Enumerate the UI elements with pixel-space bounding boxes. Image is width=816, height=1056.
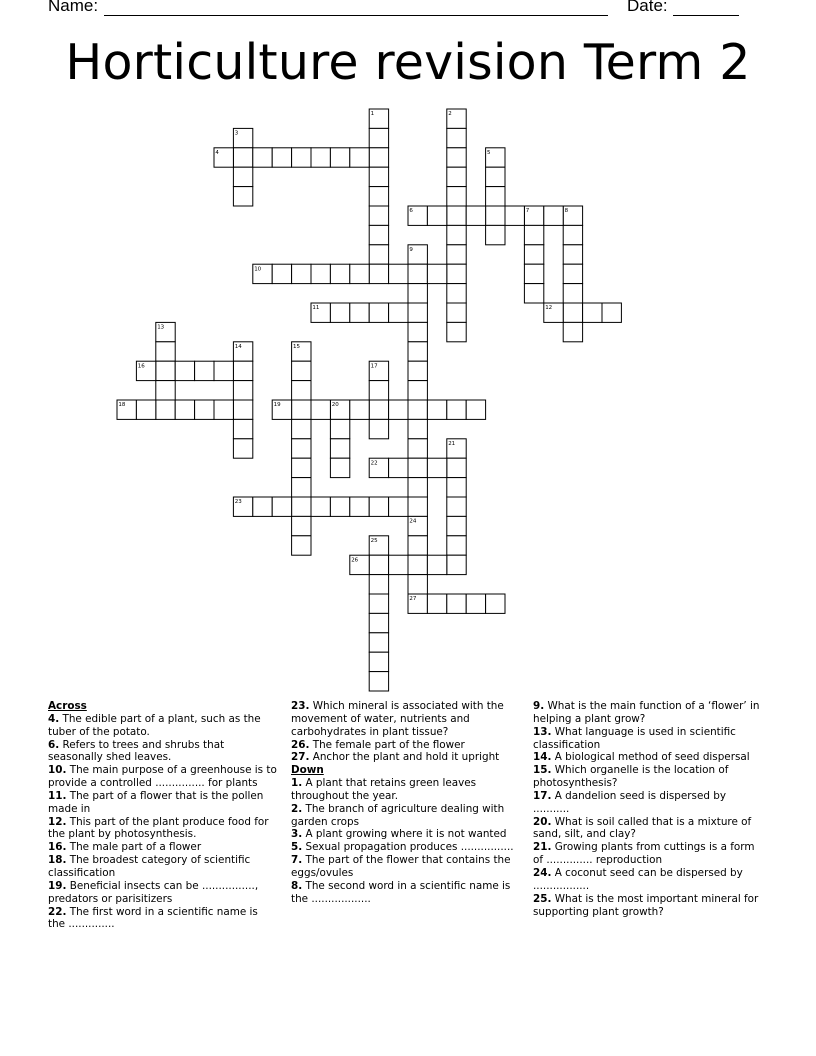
down-clue (291, 803, 521, 829)
grid-cell[interactable] (524, 225, 543, 244)
grid-cell[interactable] (447, 264, 466, 283)
grid-cell[interactable] (292, 400, 311, 419)
clue-column-2 (291, 700, 521, 906)
clue-column-3 (533, 700, 763, 918)
down-clues-part-2 (533, 700, 763, 918)
grid-clue-number: 7 (525, 208, 530, 215)
grid-cell[interactable] (389, 458, 408, 477)
clue-number: 13. (533, 725, 552, 738)
grid-clue-number: 23 (234, 499, 242, 506)
clue-number: 16. (48, 841, 67, 854)
grid-cell[interactable] (447, 478, 466, 497)
clue-number: 22. (48, 905, 67, 918)
down-clue (291, 828, 521, 841)
clue-text: Growing plants from cuttings is a form of .............. reproduction (533, 841, 755, 867)
clue-number: 2. (291, 802, 303, 815)
grid-cell[interactable] (350, 497, 369, 516)
grid-cell[interactable] (214, 400, 233, 419)
grid-cell[interactable] (272, 497, 291, 516)
clue-text: This part of the plant produce food for the plant by photosynthesis. (48, 815, 269, 841)
clue-number: 27. (291, 751, 310, 764)
grid-cell[interactable] (369, 148, 388, 167)
grid-cell[interactable] (389, 497, 408, 516)
grid-cell[interactable] (408, 419, 427, 438)
clue-text: The first word in a scientific name is the .............. (48, 905, 258, 931)
grid-cell[interactable] (292, 381, 311, 400)
clue-number: 5. (291, 841, 303, 854)
grid-cell[interactable] (524, 245, 543, 264)
grid-clue-number: 14 (234, 344, 242, 350)
grid-cell[interactable] (369, 594, 388, 613)
grid-cell[interactable] (447, 458, 466, 477)
grid-cell[interactable] (311, 264, 330, 283)
clue-number: 3. (291, 828, 303, 841)
grid-cell[interactable] (330, 419, 349, 438)
grid-cell[interactable] (447, 322, 466, 341)
grid-cell[interactable] (408, 400, 427, 419)
grid-clue-number: 15 (293, 344, 300, 350)
grid-cell[interactable] (583, 303, 602, 322)
clue-number: 8. (291, 879, 303, 892)
clue-number: 18. (48, 854, 67, 867)
grid-cell[interactable] (311, 400, 330, 419)
grid-cell[interactable] (524, 284, 543, 303)
grid-cell[interactable] (311, 148, 330, 167)
clue-text: The edible part of a plant, such as the tuber of the potato. (48, 712, 261, 738)
grid-cell[interactable] (408, 303, 427, 322)
clue-number: 23. (291, 700, 310, 712)
grid-cell[interactable] (369, 225, 388, 244)
grid-cell[interactable] (369, 613, 388, 632)
clue-text: A dandelion seed is dispersed by ........... (533, 789, 726, 815)
grid-cell[interactable] (427, 400, 446, 419)
grid-cell[interactable] (369, 303, 388, 322)
grid-clue-number: 11 (312, 305, 320, 312)
clue-number: 14. (533, 751, 552, 764)
clue-text: The part of a flower that is the pollen made in (48, 789, 264, 815)
grid-cell[interactable] (369, 167, 388, 186)
grid-clue-number: 17 (370, 363, 378, 370)
clue-number: 10. (48, 764, 67, 777)
name-label: Name: (48, 0, 99, 15)
grid-cell[interactable] (156, 361, 175, 380)
clue-number: 21. (533, 841, 552, 854)
grid-cell[interactable] (175, 400, 194, 419)
grid-cell[interactable] (369, 555, 388, 574)
clue-text: The main purpose of a greenhouse is to provide a controlled ............... for plants (48, 764, 277, 790)
grid-cell[interactable] (447, 225, 466, 244)
clue-text: A biological method of seed dispersal (551, 751, 750, 764)
clue-text: Sexual propagation produces ................ (302, 841, 514, 854)
across-clue (48, 841, 278, 854)
grid-cell[interactable] (272, 264, 291, 283)
grid-cell[interactable] (505, 206, 524, 225)
grid-cell[interactable] (408, 264, 427, 283)
clue-number: 24. (533, 866, 552, 879)
down-clue (533, 867, 763, 893)
clue-number: 12. (48, 815, 67, 828)
across-clue (291, 751, 521, 764)
grid-cell[interactable] (447, 284, 466, 303)
clue-text: The part of the flower that contains the eggs/ovules (291, 854, 511, 879)
clue-number: 26. (291, 738, 310, 751)
down-clue (291, 880, 521, 906)
grid-cell[interactable] (175, 361, 194, 380)
grid-cell[interactable] (447, 400, 466, 419)
grid-clue-number: 20 (331, 402, 339, 409)
grid-cell[interactable] (486, 167, 505, 186)
grid-clue-number: 26 (351, 557, 359, 564)
clue-number: 15. (533, 764, 552, 777)
grid-clue-number: 18 (118, 402, 126, 409)
clue-number: 1. (291, 777, 303, 790)
grid-cell[interactable] (253, 497, 272, 516)
across-clues-part-1 (48, 713, 278, 931)
clue-text: What is the main function of a ‘flower’ in helping a plant grow? (533, 700, 760, 725)
grid-cell[interactable] (563, 225, 582, 244)
grid-clue-number: 5 (487, 150, 491, 156)
puzzle-title: Horticulture revision Term 2 (65, 34, 751, 91)
grid-cell[interactable] (292, 478, 311, 497)
grid-cell[interactable] (214, 361, 233, 380)
grid-clue-number: 24 (409, 518, 417, 525)
clue-number: 4. (48, 712, 60, 725)
down-clue (533, 764, 763, 790)
across-clue (48, 854, 278, 880)
grid-cell[interactable] (524, 264, 543, 283)
grid-clue-number: 9 (409, 247, 413, 253)
grid-clue-number: 13 (157, 324, 165, 331)
grid-cell[interactable] (447, 555, 466, 574)
grid-cell[interactable] (447, 148, 466, 167)
down-clues-part-1 (291, 777, 521, 905)
grid-clue-number: 25 (370, 538, 378, 544)
clue-text: A plant growing where it is not wanted (302, 828, 507, 841)
grid-cell[interactable] (253, 148, 272, 167)
down-heading: Down (291, 764, 324, 777)
grid-cell[interactable] (292, 419, 311, 438)
clue-text: What language is used in scientific classification (533, 725, 736, 751)
clue-number: 19. (48, 879, 67, 892)
grid-cell[interactable] (292, 458, 311, 477)
grid-cell[interactable] (447, 497, 466, 516)
clue-text: The female part of the flower (309, 738, 465, 751)
grid-cell[interactable] (563, 303, 582, 322)
grid-cell[interactable] (369, 575, 388, 594)
grid-clue-number: 19 (273, 402, 281, 409)
grid-cell[interactable] (233, 148, 252, 167)
clue-text: The male part of a flower (66, 841, 202, 854)
grid-cell[interactable] (292, 439, 311, 458)
grid-cell[interactable] (369, 187, 388, 206)
clue-column-1 (48, 700, 278, 931)
down-clue (533, 790, 763, 816)
down-clue (533, 751, 763, 764)
clue-text: Beneficial insects can be ................, predators or parisitizers (48, 879, 259, 905)
grid-cell[interactable] (369, 381, 388, 400)
grid-cell[interactable] (408, 497, 427, 516)
across-clue (291, 700, 521, 739)
clue-text: Anchor the plant and hold it upright (309, 751, 500, 764)
grid-cell[interactable] (563, 245, 582, 264)
grid-cell[interactable] (369, 400, 388, 419)
across-clue (48, 739, 278, 765)
grid-cell[interactable] (369, 245, 388, 264)
grid-cell[interactable] (330, 264, 349, 283)
clue-text: Refers to trees and shrubs that seasonally shed leaves. (48, 738, 225, 764)
grid-cell[interactable] (233, 167, 252, 186)
grid-cell[interactable] (602, 303, 621, 322)
across-clues-part-2 (291, 700, 521, 764)
grid-cell[interactable] (408, 284, 427, 303)
down-clue (291, 777, 521, 803)
grid-cell[interactable] (369, 206, 388, 225)
grid-cell[interactable] (427, 206, 446, 225)
grid-cell[interactable] (447, 516, 466, 535)
grid-cell[interactable] (408, 361, 427, 380)
grid-cell[interactable] (466, 594, 485, 613)
grid-cell[interactable] (408, 322, 427, 341)
grid-cell[interactable] (408, 536, 427, 555)
grid-clue-number: 1 (370, 111, 375, 118)
grid-cell[interactable] (447, 245, 466, 264)
grid-cell[interactable] (466, 206, 485, 225)
grid-cell[interactable] (408, 342, 427, 361)
down-clue (533, 726, 763, 752)
grid-cell[interactable] (330, 439, 349, 458)
grid-cell[interactable] (292, 264, 311, 283)
grid-clue-number: 3 (234, 130, 239, 137)
grid-cell[interactable] (408, 555, 427, 574)
clue-number: 17. (533, 789, 552, 802)
grid-cell[interactable] (350, 400, 369, 419)
grid-cell[interactable] (408, 478, 427, 497)
clue-number: 7. (291, 854, 303, 867)
grid-cell[interactable] (486, 594, 505, 613)
across-clue (48, 880, 278, 906)
grid-cell[interactable] (466, 400, 485, 419)
clue-text: The second word in a scientific name is the .................. (291, 879, 511, 905)
grid-cell[interactable] (447, 206, 466, 225)
down-clue (533, 700, 763, 726)
grid-cell[interactable] (447, 303, 466, 322)
grid-cell[interactable] (369, 497, 388, 516)
grid-cell[interactable] (447, 536, 466, 555)
grid-cell[interactable] (389, 264, 408, 283)
grid-cell[interactable] (292, 361, 311, 380)
grid-cell[interactable] (447, 167, 466, 186)
down-clue (533, 893, 763, 919)
grid-cell[interactable] (272, 148, 291, 167)
clue-number: 11. (48, 789, 67, 802)
grid-cell[interactable] (369, 264, 388, 283)
grid-cell[interactable] (369, 128, 388, 147)
grid-clue-number: 12 (545, 305, 553, 312)
grid-cell[interactable] (233, 187, 252, 206)
grid-cell[interactable] (292, 148, 311, 167)
grid-cell[interactable] (389, 555, 408, 574)
grid-cell[interactable] (233, 400, 252, 419)
grid-cell[interactable] (195, 361, 214, 380)
clue-number: 6. (48, 738, 60, 751)
grid-cell[interactable] (389, 303, 408, 322)
grid-cell[interactable] (233, 361, 252, 380)
grid-cell[interactable] (233, 381, 252, 400)
clue-text: Which mineral is associated with the movement of water, nutrients and carbohydrates in plant tissue? (291, 700, 504, 738)
clue-number: 9. (533, 700, 545, 712)
clue-text: The branch of agriculture dealing with garden crops (291, 802, 505, 828)
grid-clue-number: 8 (564, 208, 569, 215)
grid-cell[interactable] (369, 652, 388, 671)
grid-cell[interactable] (563, 322, 582, 341)
grid-cell[interactable] (369, 672, 388, 691)
grid-cell[interactable] (408, 439, 427, 458)
clue-text: The broadest category of scientific classification (48, 854, 251, 879)
down-clue (291, 854, 521, 880)
grid-cell[interactable] (330, 458, 349, 477)
clue-text: A plant that retains green leaves throughout the year. (291, 777, 477, 802)
grid-cell[interactable] (330, 497, 349, 516)
grid-cell[interactable] (427, 264, 446, 283)
date-label: Date: (627, 0, 668, 15)
grid-clue-number: 4 (215, 150, 219, 156)
grid-cell[interactable] (292, 497, 311, 516)
across-clue (48, 906, 278, 932)
grid-cell[interactable] (350, 264, 369, 283)
grid-cell[interactable] (447, 128, 466, 147)
grid-clue-number: 22 (370, 460, 378, 467)
grid-cell[interactable] (563, 264, 582, 283)
grid-cell[interactable] (408, 381, 427, 400)
across-clue (48, 713, 278, 739)
grid-cell[interactable] (369, 419, 388, 438)
grid-cell[interactable] (330, 303, 349, 322)
down-clue (291, 841, 521, 854)
grid-cell[interactable] (292, 536, 311, 555)
down-clue (533, 841, 763, 867)
grid-clue-number: 6 (409, 208, 413, 215)
grid-cell[interactable] (369, 633, 388, 652)
across-clue (48, 790, 278, 816)
grid-cell[interactable] (408, 458, 427, 477)
grid-cell[interactable] (563, 284, 582, 303)
grid-cell[interactable] (486, 206, 505, 225)
grid-clue-number: 16 (137, 363, 145, 370)
grid-cell[interactable] (195, 400, 214, 419)
grid-cell[interactable] (389, 400, 408, 419)
clue-text: What is the most important mineral for supporting plant growth? (533, 892, 759, 918)
grid-cell[interactable] (486, 187, 505, 206)
grid-clue-number: 21 (448, 441, 456, 447)
grid-cell[interactable] (156, 381, 175, 400)
grid-clue-number: 2 (448, 111, 452, 118)
grid-cell[interactable] (447, 594, 466, 613)
clue-text: A coconut seed can be dispersed by ................. (533, 866, 743, 892)
clue-number: 25. (533, 892, 552, 905)
grid-cell[interactable] (427, 555, 446, 574)
grid-cell[interactable] (330, 148, 349, 167)
grid-cell[interactable] (156, 400, 175, 419)
across-heading: Across (48, 700, 87, 712)
grid-cell[interactable] (427, 458, 446, 477)
across-clue (48, 764, 278, 790)
clue-text: What is soil called that is a mixture of sand, silt, and clay? (533, 815, 752, 841)
grid-cell[interactable] (136, 400, 155, 419)
grid-cell[interactable] (311, 497, 330, 516)
across-clue (291, 739, 521, 752)
grid-cell[interactable] (486, 225, 505, 244)
clue-number: 20. (533, 815, 552, 828)
down-clue (533, 816, 763, 842)
grid-cell[interactable] (350, 148, 369, 167)
grid-cell[interactable] (408, 575, 427, 594)
grid-cell[interactable] (350, 303, 369, 322)
grid-clue-number: 27 (409, 596, 417, 603)
grid-cell[interactable] (427, 594, 446, 613)
grid-cell[interactable] (447, 187, 466, 206)
clue-text: Which organelle is the location of photosynthesis? (533, 764, 729, 790)
grid-cell[interactable] (156, 342, 175, 361)
grid-cell[interactable] (292, 516, 311, 535)
across-clue (48, 816, 278, 842)
grid-cell[interactable] (544, 206, 563, 225)
grid-clue-number: 10 (254, 266, 262, 273)
grid-cell[interactable] (233, 439, 252, 458)
grid-cell[interactable] (233, 419, 252, 438)
